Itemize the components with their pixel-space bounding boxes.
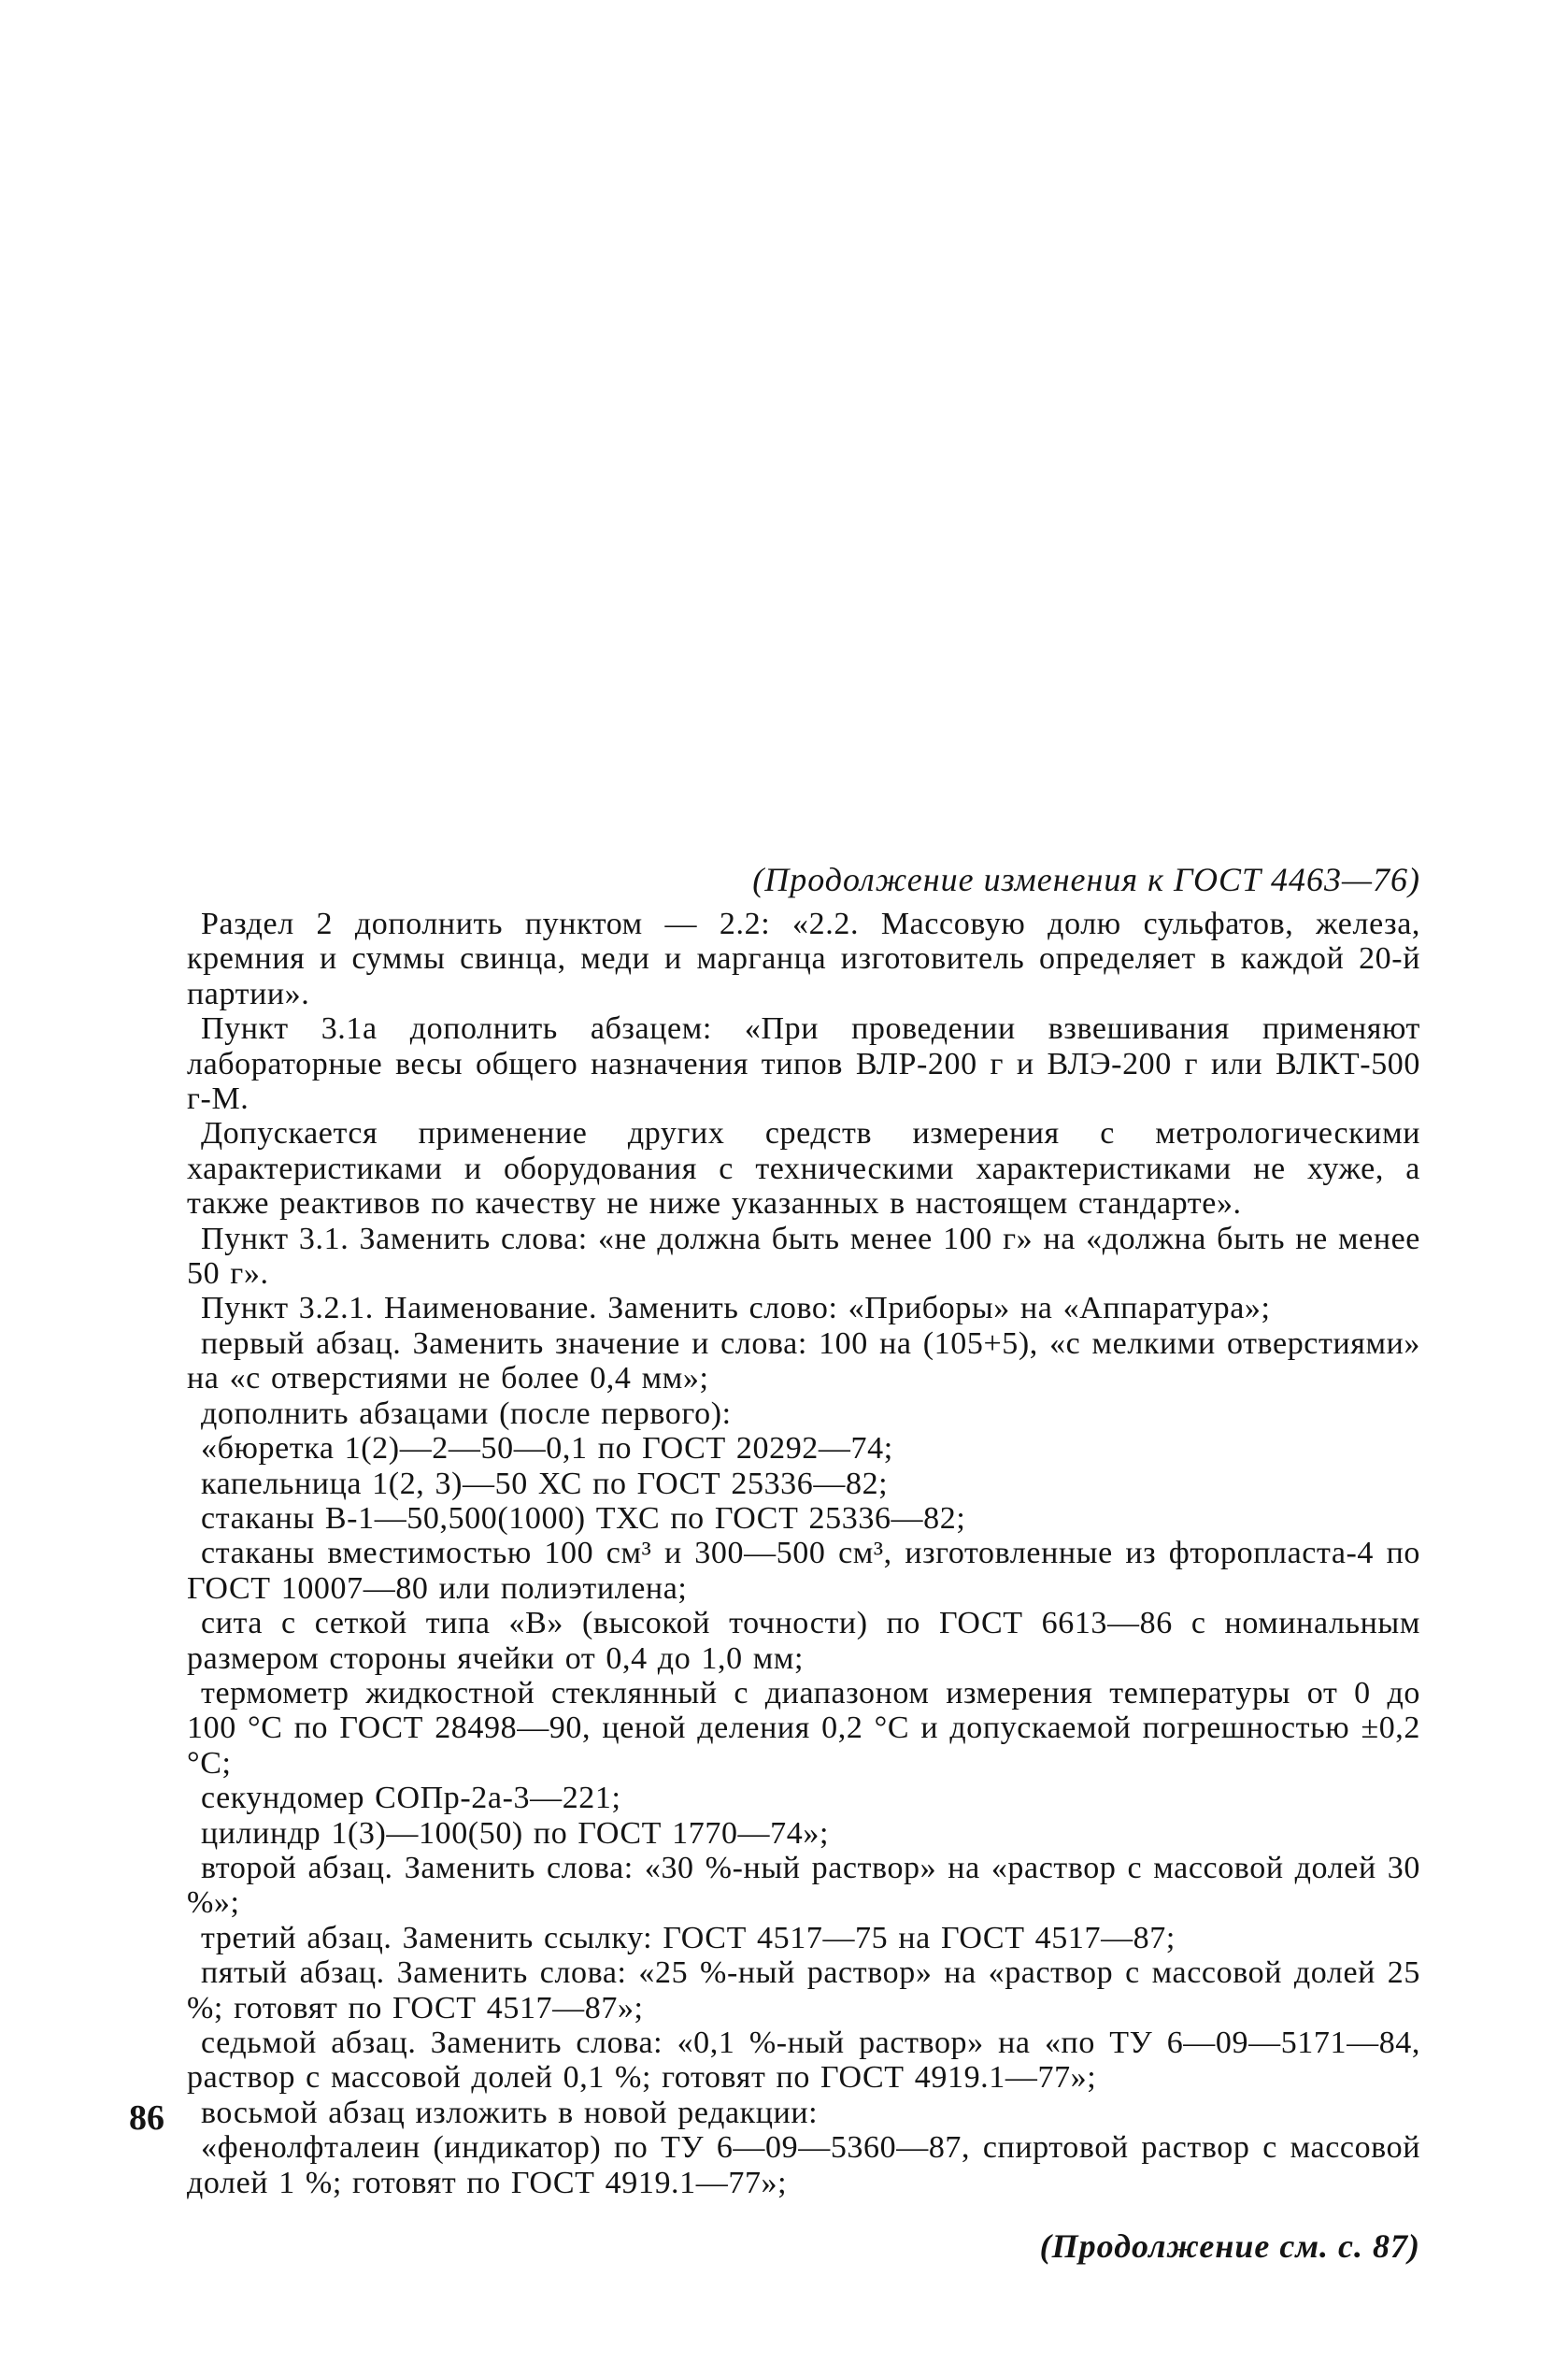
continuation-header: (Продолжение изменения к ГОСТ 4463—76) (752, 861, 1420, 898)
paragraph-seventh-abzac: седьмой абзац. Заменить слова: «0,1 %-ный раствор» на «по ТУ 6—09—5171—84, раствор с массовой долей 0,1 %; готовят по ГОСТ 4919.1—77»; (187, 2026, 1420, 2096)
list-item-beakers-ptfe: стаканы вместимостью 100 см³ и 300—500 см³, изготовленные из фторопласта-4 по ГОСТ 10007—80 или полиэтилена; (187, 1536, 1420, 1606)
continuation-footer: (Продолжение см. с. 87) (1039, 2227, 1420, 2266)
paragraph-fifth-abzac: пятый абзац. Заменить слова: «25 %-ный раствор» на «раствор с массовой долей 25 %; готовят по ГОСТ 4517—87»; (187, 1955, 1420, 2026)
list-item-dropper: капельница 1(2, 3)—50 ХС по ГОСТ 25336—82; (201, 1466, 889, 1501)
list-item-stopwatch: секундомер СОПр-2а-3—221; (201, 1781, 621, 1816)
list-item-cylinder: цилиндр 1(3)—100(50) по ГОСТ 1770—74»; (201, 1815, 830, 1851)
paragraph-third-abzac: третий абзац. Заменить ссылку: ГОСТ 4517—75 на ГОСТ 4517—87; (201, 1920, 1176, 1955)
paragraph-item-3-1: Пункт 3.1. Заменить слова: «не должна быть менее 100 г» на «должна быть не менее 50 г». (187, 1221, 1420, 1292)
paragraph-second-abzac: второй абзац. Заменить слова: «30 %-ный раствор» на «раствор с массовой долей 30 %»; (187, 1850, 1420, 1921)
list-item-buret: «бюретка 1(2)—2—50—0,1 по ГОСТ 20292—74; (201, 1431, 893, 1467)
list-item-beakers-b1: стаканы В-1—50,500(1000) ТХС по ГОСТ 25336—82; (201, 1500, 966, 1536)
paragraph-phenolphthalein: «фенолфталеин (индикатор) по ТУ 6—09—5360—87, спиртовой раствор с массовой долей 1 %; готовят по ГОСТ 4919.1—77»; (187, 2130, 1420, 2200)
paragraph-allowed-means: Допускается применение других средств измерения с метрологическими характеристиками и оборудования с техническими характеристиками не хуже, а также реактивов по качеству не ниже указанных в настоящем стандарте». (187, 1116, 1420, 1222)
paragraph-eighth-abzac: восьмой абзац изложить в новой редакции: (201, 2095, 819, 2130)
paragraph-add-abzacs: дополнить абзацами (после первого): (201, 1396, 732, 1431)
list-item-sieves: сита с сеткой типа «В» (высокой точности) по ГОСТ 6613—86 с номинальным размером стороны ячейки от 0,4 до 1,0 мм; (187, 1606, 1420, 1676)
paragraph-section-2: Раздел 2 дополнить пунктом — 2.2: «2.2. Массовую долю сульфатов, железа, кремния и суммы свинца, меди и марганца изготовитель определяет в каждой 20-й партии». (187, 907, 1420, 1011)
paragraph-item-3-2-1-title: Пункт 3.2.1. Наименование. Заменить слово: «Приборы» на «Аппаратура»; (201, 1291, 1271, 1326)
page-number: 86 (129, 2098, 164, 2138)
list-item-thermometer: термометр жидкостной стеклянный с диапазоном измерения температуры от 0 до 100 °С по ГОСТ 28498—90, ценой деления 0,2 °С и допускаемой погрешностью ±0,2 °С; (187, 1675, 1420, 1781)
document-body (187, 858, 1420, 2301)
paragraph-item-3-1a: Пункт 3.1а дополнить абзацем: «При проведении взвешивания применяют лабораторные весы общего назначения типов ВЛР-200 г и ВЛЭ-200 г или ВЛКТ-500 г-М. (187, 1011, 1420, 1117)
paragraph-first-abzac: первый абзац. Заменить значение и слова: 100 на (105+5), «с мелкими отверстиями» на «с отверстиями не более 0,4 мм»; (187, 1325, 1420, 1396)
